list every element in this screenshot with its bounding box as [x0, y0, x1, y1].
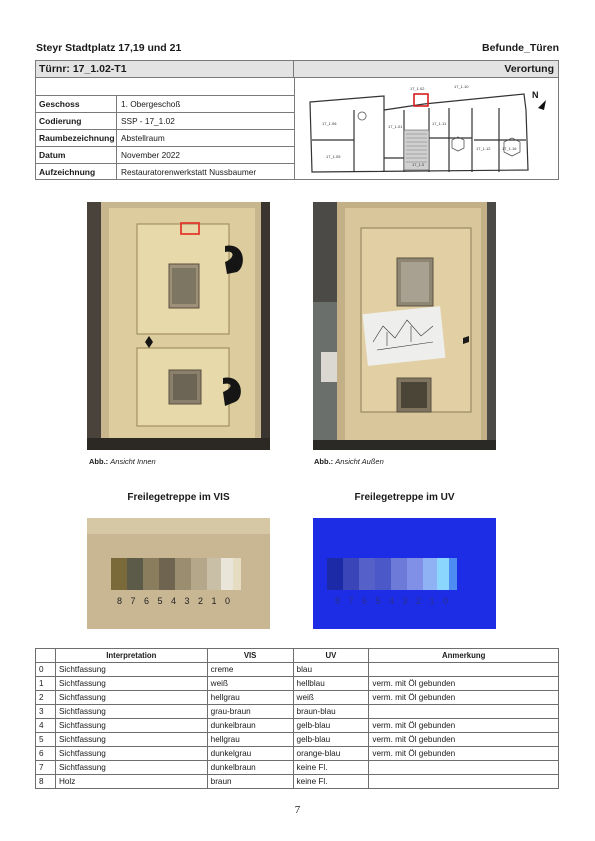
cell-interpretation: Sichtfassung — [55, 677, 207, 691]
info-row-code — [36, 112, 294, 129]
cell-index: 6 — [36, 747, 56, 761]
map-room-label: 17_1.11 — [432, 121, 447, 126]
page-number: 7 — [294, 804, 301, 816]
cell-uv: gelb-blau — [293, 719, 369, 733]
info-label: Codierung — [36, 113, 117, 129]
door-number: Türnr: 17_1.02-T1 — [36, 61, 294, 78]
map-room-label: 17_1.16 — [502, 146, 517, 151]
map-room-label: 17_1.06 — [322, 121, 337, 126]
cell-interpretation: Sichtfassung — [55, 705, 207, 719]
cell-vis: dunkelbraun — [207, 719, 293, 733]
stair-numbers-vis: 8 7 6 5 4 3 2 1 0 — [117, 596, 234, 606]
cell-remark: verm. mit Öl gebunden — [369, 747, 559, 761]
cell-remark: verm. mit Öl gebunden — [369, 691, 559, 705]
table-row — [36, 761, 559, 775]
photo-stair-vis — [87, 518, 270, 629]
photo-outside-view — [313, 202, 496, 450]
info-value: Abstellraum — [121, 133, 165, 143]
info-row-floor — [36, 95, 294, 112]
cell-remark — [369, 705, 559, 719]
caption-outside — [314, 457, 384, 466]
cell-uv: orange-blau — [293, 747, 369, 761]
table-row — [36, 705, 559, 719]
col-header-remark: Anmerkung — [369, 649, 559, 663]
info-value: Restauratorenwerkstatt Nussbaumer — [121, 167, 257, 177]
cell-remark — [369, 663, 559, 677]
map-room-label: 17_1.0 — [412, 162, 425, 167]
info-value: November 2022 — [121, 150, 181, 160]
cell-vis: grau-braun — [207, 705, 293, 719]
cell-remark: verm. mit Öl gebunden — [369, 733, 559, 747]
caption-label: Abb.: — [89, 457, 109, 466]
stair-title-vis: Freilegetreppe im VIS — [127, 492, 230, 503]
col-header-uv: UV — [293, 649, 369, 663]
cell-vis: braun — [207, 775, 293, 789]
cell-vis: hellgrau — [207, 733, 293, 747]
stair-numbers-uv: 8 7 6 5 4 3 2 1 0 — [335, 596, 452, 606]
info-value: SSP - 17_1.02 — [121, 116, 175, 126]
info-row-room — [36, 129, 294, 146]
cell-index: 1 — [36, 677, 56, 691]
photo-inside-view — [87, 202, 270, 450]
info-label: Datum — [36, 147, 117, 163]
section-title: Befunde_Türen — [481, 42, 559, 54]
cell-remark — [369, 775, 559, 789]
cell-uv: keine Fl. — [293, 761, 369, 775]
findings-table — [35, 648, 559, 789]
cell-interpretation: Sichtfassung — [55, 719, 207, 733]
caption-text: Ansicht Innen — [110, 457, 156, 466]
info-label: Aufzeichnung — [36, 164, 117, 180]
cell-uv: weiß — [293, 691, 369, 705]
cell-remark: verm. mit Öl gebunden — [369, 677, 559, 691]
info-divider — [294, 78, 295, 179]
cell-index: 4 — [36, 719, 56, 733]
table-row — [36, 733, 559, 747]
caption-inside — [89, 457, 156, 466]
cell-remark — [369, 761, 559, 775]
cell-interpretation: Sichtfassung — [55, 691, 207, 705]
cell-index: 3 — [36, 705, 56, 719]
table-row — [36, 663, 559, 677]
photo-stair-uv — [313, 518, 496, 629]
cell-interpretation: Holz — [55, 775, 207, 789]
cell-interpretation: Sichtfassung — [55, 747, 207, 761]
cell-index: 5 — [36, 733, 56, 747]
cell-index: 8 — [36, 775, 56, 789]
north-arrow-icon — [532, 90, 546, 110]
cell-vis: dunkelgrau — [207, 747, 293, 761]
cell-uv: hellblau — [293, 677, 369, 691]
table-header-row — [36, 649, 559, 663]
map-room-label: 17_1.10 — [454, 84, 469, 89]
info-label: Geschoss — [36, 96, 117, 112]
document-title: Steyr Stadtplatz 17,19 und 21 — [36, 42, 182, 54]
cell-uv: blau — [293, 663, 369, 677]
map-room-label: 17_1.02 — [410, 86, 425, 91]
map-room-label: 17_1.12 — [476, 146, 491, 151]
caption-label: Abb.: — [314, 457, 334, 466]
stair-title-uv: Freilegetreppe im UV — [354, 492, 455, 503]
map-room-label: 17_1.05 — [326, 154, 341, 159]
caption-text: Ansicht Außen — [335, 457, 384, 466]
cell-vis: dunkelbraun — [207, 761, 293, 775]
floor-plan — [304, 80, 554, 176]
col-header-vis: VIS — [207, 649, 293, 663]
table-row — [36, 677, 559, 691]
col-header-index — [36, 649, 56, 663]
location-header: Verortung — [294, 61, 558, 78]
col-header-interpretation: Interpretation — [55, 649, 207, 663]
cell-remark: verm. mit Öl gebunden — [369, 719, 559, 733]
cell-interpretation: Sichtfassung — [55, 733, 207, 747]
cell-vis: hellgrau — [207, 691, 293, 705]
table-row — [36, 691, 559, 705]
north-label: N — [532, 90, 539, 100]
cell-uv: keine Fl. — [293, 775, 369, 789]
info-row-recorder — [36, 163, 294, 180]
cell-index: 7 — [36, 761, 56, 775]
cell-interpretation: Sichtfassung — [55, 663, 207, 677]
table-row — [36, 747, 559, 761]
cell-interpretation: Sichtfassung — [55, 761, 207, 775]
cell-index: 0 — [36, 663, 56, 677]
table-row — [36, 719, 559, 733]
info-label: Raumbezeichnung — [36, 130, 117, 146]
cell-index: 2 — [36, 691, 56, 705]
info-value: 1. Obergeschoß — [121, 99, 181, 109]
cell-vis: creme — [207, 663, 293, 677]
info-row-date — [36, 146, 294, 163]
cell-uv: braun-blau — [293, 705, 369, 719]
map-room-label: 17_1.01 — [388, 124, 403, 129]
cell-vis: weiß — [207, 677, 293, 691]
table-row — [36, 775, 559, 789]
cell-uv: gelb-blau — [293, 733, 369, 747]
